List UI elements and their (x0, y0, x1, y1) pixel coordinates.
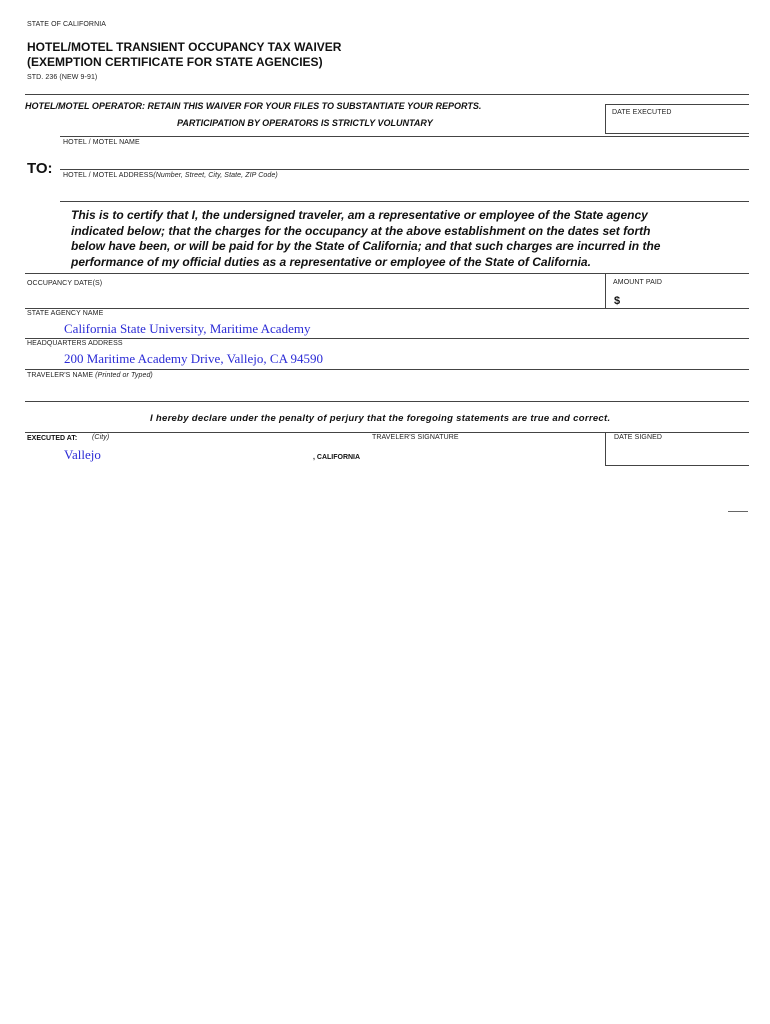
hotel-name-label: HOTEL / MOTEL NAME (63, 139, 140, 146)
occupancy-dates-label: OCCUPANCY DATE(S) (27, 280, 103, 287)
hotel-address-label (63, 172, 278, 179)
divider (25, 369, 749, 370)
divider (25, 273, 749, 274)
certification-line4: performance of my official duties as a representative or employee of the State of California. (71, 254, 591, 269)
hq-address-field[interactable]: 200 Maritime Academy Drive, Vallejo, CA 94590 (64, 351, 323, 366)
date-executed-field[interactable] (606, 118, 748, 132)
signature-field[interactable] (372, 444, 602, 464)
hotel-address-hint: (Number, Street, City, State, ZIP Code) (153, 172, 278, 179)
divider (605, 465, 749, 466)
operator-notice-line1: HOTEL/MOTEL OPERATOR: RETAIN THIS WAIVER FOR YOUR FILES TO SUBSTANTIATE YOUR REPORTS. (25, 101, 482, 111)
california-suffix: , CALIFORNIA (313, 454, 361, 461)
operator-notice-line2: PARTICIPATION BY OPERATORS IS STRICTLY VOLUNTARY (177, 118, 433, 128)
hq-address-label: HEADQUARTERS ADDRESS (27, 340, 123, 347)
form-title-line1: HOTEL/MOTEL TRANSIENT OCCUPANCY TAX WAIVER (27, 40, 342, 54)
amount-paid-label: AMOUNT PAID (613, 279, 663, 286)
date-signed-label: DATE SIGNED (614, 434, 663, 441)
divider (605, 133, 749, 134)
certification-line3: below have been, or will be paid for by the State of California; and that such charges are incurred in the (71, 239, 661, 253)
hotel-address-field[interactable] (62, 181, 748, 199)
state-label: STATE OF CALIFORNIA (27, 21, 107, 28)
divider (25, 338, 749, 339)
divider (25, 308, 749, 309)
hotel-address-label-text: HOTEL / MOTEL ADDRESS (63, 172, 154, 179)
traveler-name-hint: (Printed or Typed) (95, 372, 153, 379)
certification-line2: indicated below; that the charges for the occupancy at the above establishment on the dates set forth (71, 223, 651, 238)
date-signed-field[interactable] (608, 444, 748, 464)
executed-city-field[interactable]: Vallejo (64, 447, 101, 462)
signature-label: TRAVELER'S SIGNATURE (372, 434, 459, 441)
traveler-name-label-text: TRAVELER'S NAME (27, 372, 94, 379)
state-agency-label: STATE AGENCY NAME (27, 310, 104, 317)
hotel-name-field[interactable] (62, 148, 748, 166)
divider (605, 432, 606, 465)
occupancy-dates-field[interactable] (26, 290, 602, 306)
to-label: TO: (27, 160, 53, 177)
traveler-name-label (27, 372, 153, 379)
traveler-name-field[interactable] (26, 382, 748, 400)
divider (60, 201, 749, 202)
date-executed-label: DATE EXECUTED (612, 109, 672, 116)
divider (605, 273, 606, 308)
state-agency-field[interactable]: California State University, Maritime Academy (64, 321, 311, 336)
amount-dollar-sign: $ (614, 295, 621, 307)
margin-mark (728, 511, 748, 512)
executed-at-label: EXECUTED AT: (27, 435, 78, 442)
certification-text (71, 208, 721, 270)
divider (25, 432, 749, 433)
declaration-text: I hereby declare under the penalty of perjury that the foregoing statements are true and correct. (150, 413, 611, 424)
divider (605, 104, 749, 105)
divider (60, 136, 749, 137)
city-hint: (City) (92, 434, 110, 441)
divider (25, 94, 749, 95)
divider (60, 169, 749, 170)
certification-line1: This is to certify that I, the undersigned traveler, am a representative or employee of the State agency (71, 208, 648, 222)
divider (25, 401, 749, 402)
amount-paid-field[interactable] (624, 291, 748, 307)
form-title-line2: (EXEMPTION CERTIFICATE FOR STATE AGENCIES) (27, 55, 323, 69)
form-number: STD. 236 (NEW 9-91) (27, 74, 98, 81)
